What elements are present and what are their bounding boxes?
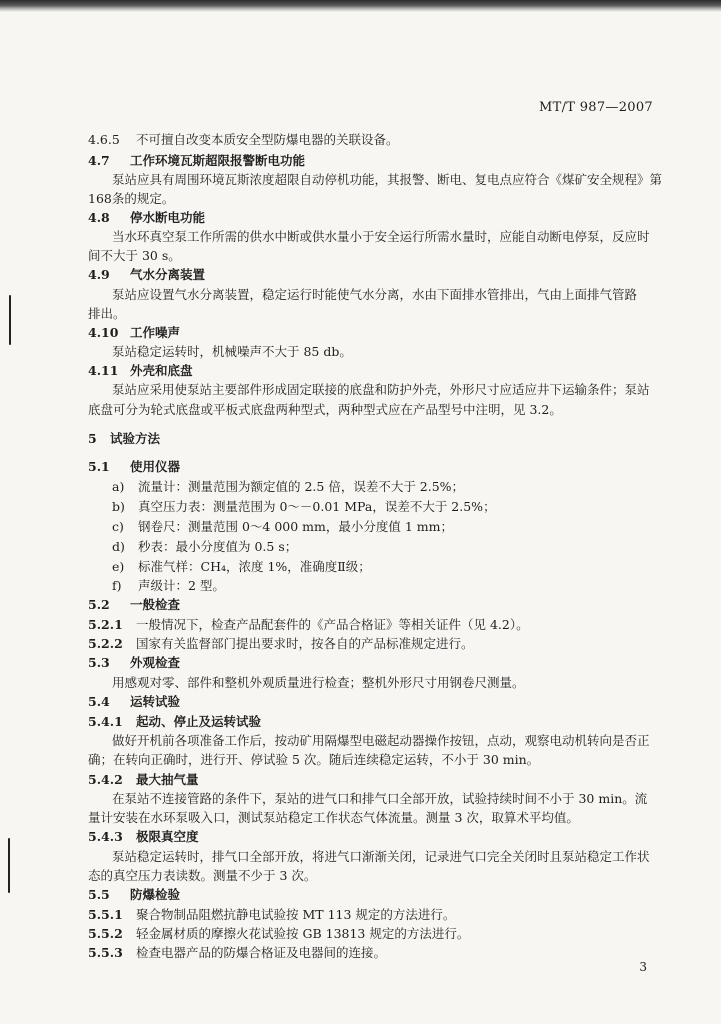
paragraph-line: 态的真空压力表读数。测量不少于 3 次。 [88,868,317,883]
paragraph-line: 168条的规定。 [88,191,175,206]
list-item: e) 标准气样：CH₄，浓度 1%，准确度Ⅱ级； [112,559,371,574]
clause-heading: 5.3 外观检查 [88,655,181,670]
clause-heading: 5.5 防爆检验 [88,887,181,902]
clause-heading: 5.2 一般检查 [88,597,181,612]
paragraph-line: 确；在转向正确时，进行开、停试验 5 次。随后连续稳定运转，不小于 30 min。 [88,752,540,767]
clause-line: 4.6.5 不可擅自改变本质安全型防爆电器的关联设备。 [88,132,399,147]
clause-line: 5.5.3 检查电器产品的防爆合格证及电器间的连接。 [88,945,387,960]
paragraph-line: 泵站应设置气水分离装置，稳定运行时能使气水分离，水由下面排水管排出，气由上面排气管路 [112,287,638,302]
paragraph-line: 量计安装在水环泵吸入口，测试泵站稳定工作状态气体流量。测量 3 次，取算术平均值。 [88,810,579,825]
paragraph-line: 用感观对零、部件和整机外观质量进行检查；整机外形尺寸用钢卷尺测量。 [112,675,525,690]
clause-line: 5.5.1 聚合物制品阻燃抗静电试验按 MT 113 规定的方法进行。 [88,907,456,922]
clause-heading: 5.4.1 起动、停止及运转试验 [88,714,262,729]
paragraph-line: 排出。 [88,306,126,321]
clause-heading: 5.1 使用仪器 [88,459,181,474]
paragraph-line: 泵站稳定运转时，机械噪声不大于 85 db。 [112,344,352,359]
paragraph-line: 泵站应具有周围环境瓦斯浓度超限自动停机功能，其报警、断电、复电点应符合《煤矿安全规程》第 [112,172,663,187]
clause-heading: 5.4 运转试验 [88,694,181,709]
list-item: a) 流量计：测量范围为额定值的 2.5 倍，误差不大于 2.5%； [112,479,465,494]
chapter-heading: 5 试验方法 [88,431,161,446]
clause-line: 5.2.2 国家有关监督部门提出要求时，按各自的产品标准规定进行。 [88,636,474,651]
paragraph-line: 泵站应采用使泵站主要部件形成固定联接的底盘和防护外壳，外形尺寸应适应井下运输条件；泵站 [112,382,650,397]
page-number: 3 [639,960,647,974]
clause-line: 5.5.2 轻金属材质的摩擦火花试验按 GB 13813 规定的方法进行。 [88,926,470,941]
standard-number: MT/T 987—2007 [539,100,653,115]
list-item: b) 真空压力表：测量范围为 0～－0.01 MPa，误差不大于 2.5%； [112,499,496,514]
paragraph-line: 底盘可分为轮式底盘或平板式底盘两种型式，两种型式应在产品型号中注明，见 3.2。 [88,402,562,417]
paragraph-line: 泵站稳定运转时，排气口全部开放，将进气口渐渐关闭，记录进气口完全关闭时且泵站稳定工作状 [112,849,650,864]
clause-heading: 4.9 气水分离装置 [88,267,206,282]
clause-heading: 4.7 工作环境瓦斯超限报警断电功能 [88,153,306,168]
paragraph-line: 当水环真空泵工作所需的供水中断或供水量小于安全运行所需水量时，应能自动断电停泵，反应时 [112,229,650,244]
paragraph-line: 在泵站不连接管路的条件下，泵站的进气口和排气口全部开放，试验持续时间不小于 30 min。流 [112,791,648,806]
list-item: c) 钢卷尺：测量范围 0～4 000 mm，最小分度值 1 mm； [112,519,453,534]
list-item: d) 秒表：最小分度值为 0.5 s； [112,539,298,554]
clause-heading: 4.8 停水断电功能 [88,210,206,225]
clause-heading: 4.10 工作噪声 [88,325,181,340]
paragraph-line: 间不大于 30 s。 [88,248,181,263]
list-item: f) 声级计：2 型。 [112,578,225,593]
paragraph-line: 做好开机前各项准备工作后，按动矿用隔爆型电磁起动器操作按钮，点动，观察电动机转向是否正 [112,733,650,748]
clause-heading: 5.4.3 极限真空度 [88,829,199,844]
clause-heading: 5.4.2 最大抽气量 [88,772,199,787]
clause-heading: 4.11 外壳和底盘 [88,363,193,378]
clause-line: 5.2.1 一般情况下，检查产品配套件的《产品合格证》等相关证件（见 4.2）。 [88,617,529,632]
